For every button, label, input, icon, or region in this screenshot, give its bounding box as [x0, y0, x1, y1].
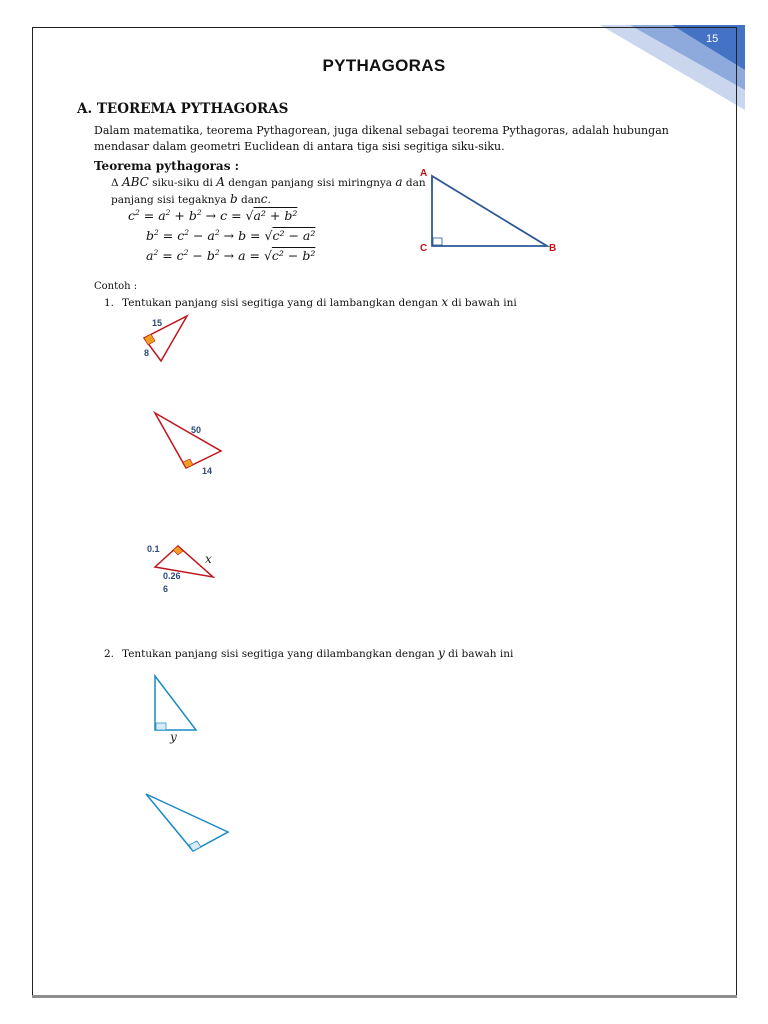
- text-part: dan: [405, 177, 426, 189]
- eq-radicand: a² + b²: [253, 208, 298, 223]
- eq-term: + b: [170, 208, 197, 223]
- question-var: y: [438, 646, 445, 660]
- contoh-label: Contoh :: [94, 281, 138, 292]
- eq-arrow: →: [219, 228, 239, 243]
- eq-arrow: →: [201, 208, 221, 223]
- question-tail: di bawah ini: [448, 648, 514, 660]
- text-part: panjang sisi tegaknya: [111, 194, 227, 206]
- eq-sup: 2: [135, 208, 140, 217]
- delta-symbol: Δ: [111, 177, 119, 189]
- t4-y-label: y: [170, 730, 177, 744]
- t1-leg-label: 8: [144, 348, 150, 358]
- question-number: 2.: [104, 648, 115, 660]
- eq-term: − a: [189, 228, 215, 243]
- eq-sup: 2: [214, 248, 220, 257]
- eq-term: = c: [158, 228, 185, 243]
- page-title: PYTHAGORAS: [322, 56, 446, 75]
- eq-term: = a: [139, 208, 166, 223]
- text-part: dengan panjang sisi miringnya: [228, 177, 393, 189]
- text-part: dan: [241, 194, 261, 206]
- intro-paragraph: Dalam matematika, teorema Pythagorean, juga dikenal sebagai teorema Pythagoras, adalah hubungan mendasar dalam geometri Euclidean di antara tiga sisi segitiga siku-siku.: [94, 124, 669, 153]
- eq-sup: 2: [154, 228, 159, 237]
- text-part: siku-siku di: [152, 177, 213, 189]
- label-a: A: [420, 168, 428, 179]
- eq-term: = c: [158, 248, 184, 263]
- eq-term: a: [146, 248, 154, 263]
- t1-hyp-label: 15: [152, 318, 163, 328]
- eq-sup: 2: [153, 248, 159, 257]
- question-number: 1.: [104, 297, 115, 309]
- eq-result: a = √: [238, 248, 272, 263]
- t3-leg-b-label-2: 6: [163, 584, 169, 594]
- page-number: 15: [706, 33, 719, 45]
- eq-sup: 2: [184, 228, 189, 237]
- question-text: Tentukan panjang sisi segitiga yang dilambangkan dengan: [122, 648, 435, 660]
- triangle-4: [155, 676, 196, 730]
- var-b: b: [230, 192, 238, 206]
- right-angle-mark: [156, 723, 166, 730]
- eq-arrow: →: [219, 248, 239, 263]
- section-letter: A.: [77, 101, 93, 117]
- question-text: Tentukan panjang sisi segitiga yang di lambangkan dengan: [122, 297, 438, 309]
- label-c: C: [420, 243, 428, 254]
- eq-result: c = √: [220, 208, 254, 223]
- question-var: x: [441, 295, 449, 309]
- eq-term: b: [146, 228, 155, 243]
- eq-sup: 2: [196, 208, 202, 217]
- eq-sup: 2: [214, 228, 220, 237]
- eq-term: − b: [188, 248, 215, 263]
- triangle-name: ABC: [121, 175, 149, 189]
- theorem-heading: Teorema pythagoras :: [94, 159, 240, 173]
- eq-term: c: [128, 208, 136, 223]
- triangle-5: [146, 794, 228, 851]
- t3-x-label: x: [205, 552, 212, 566]
- eq-sup: 2: [165, 208, 171, 217]
- t2-leg-label: 14: [202, 466, 213, 476]
- t3-leg-b-label: 0.26: [163, 571, 181, 581]
- eq-radicand: c² − a²: [272, 228, 316, 243]
- var-a: a: [395, 175, 403, 189]
- label-b: B: [549, 243, 557, 254]
- t2-hyp-label: 50: [191, 425, 202, 435]
- eq-sup: 2: [183, 248, 189, 257]
- text-part: .: [267, 194, 271, 206]
- t3-leg-a-label: 0.1: [147, 544, 160, 554]
- eq-result: b = √: [238, 228, 273, 243]
- section-title: TEOREMA PYTHAGORAS: [96, 101, 289, 117]
- eq-radicand: c² − b²: [271, 248, 316, 263]
- vertex-a: A: [216, 175, 225, 189]
- var-c: c: [260, 192, 268, 206]
- question-tail: di bawah ini: [451, 297, 517, 309]
